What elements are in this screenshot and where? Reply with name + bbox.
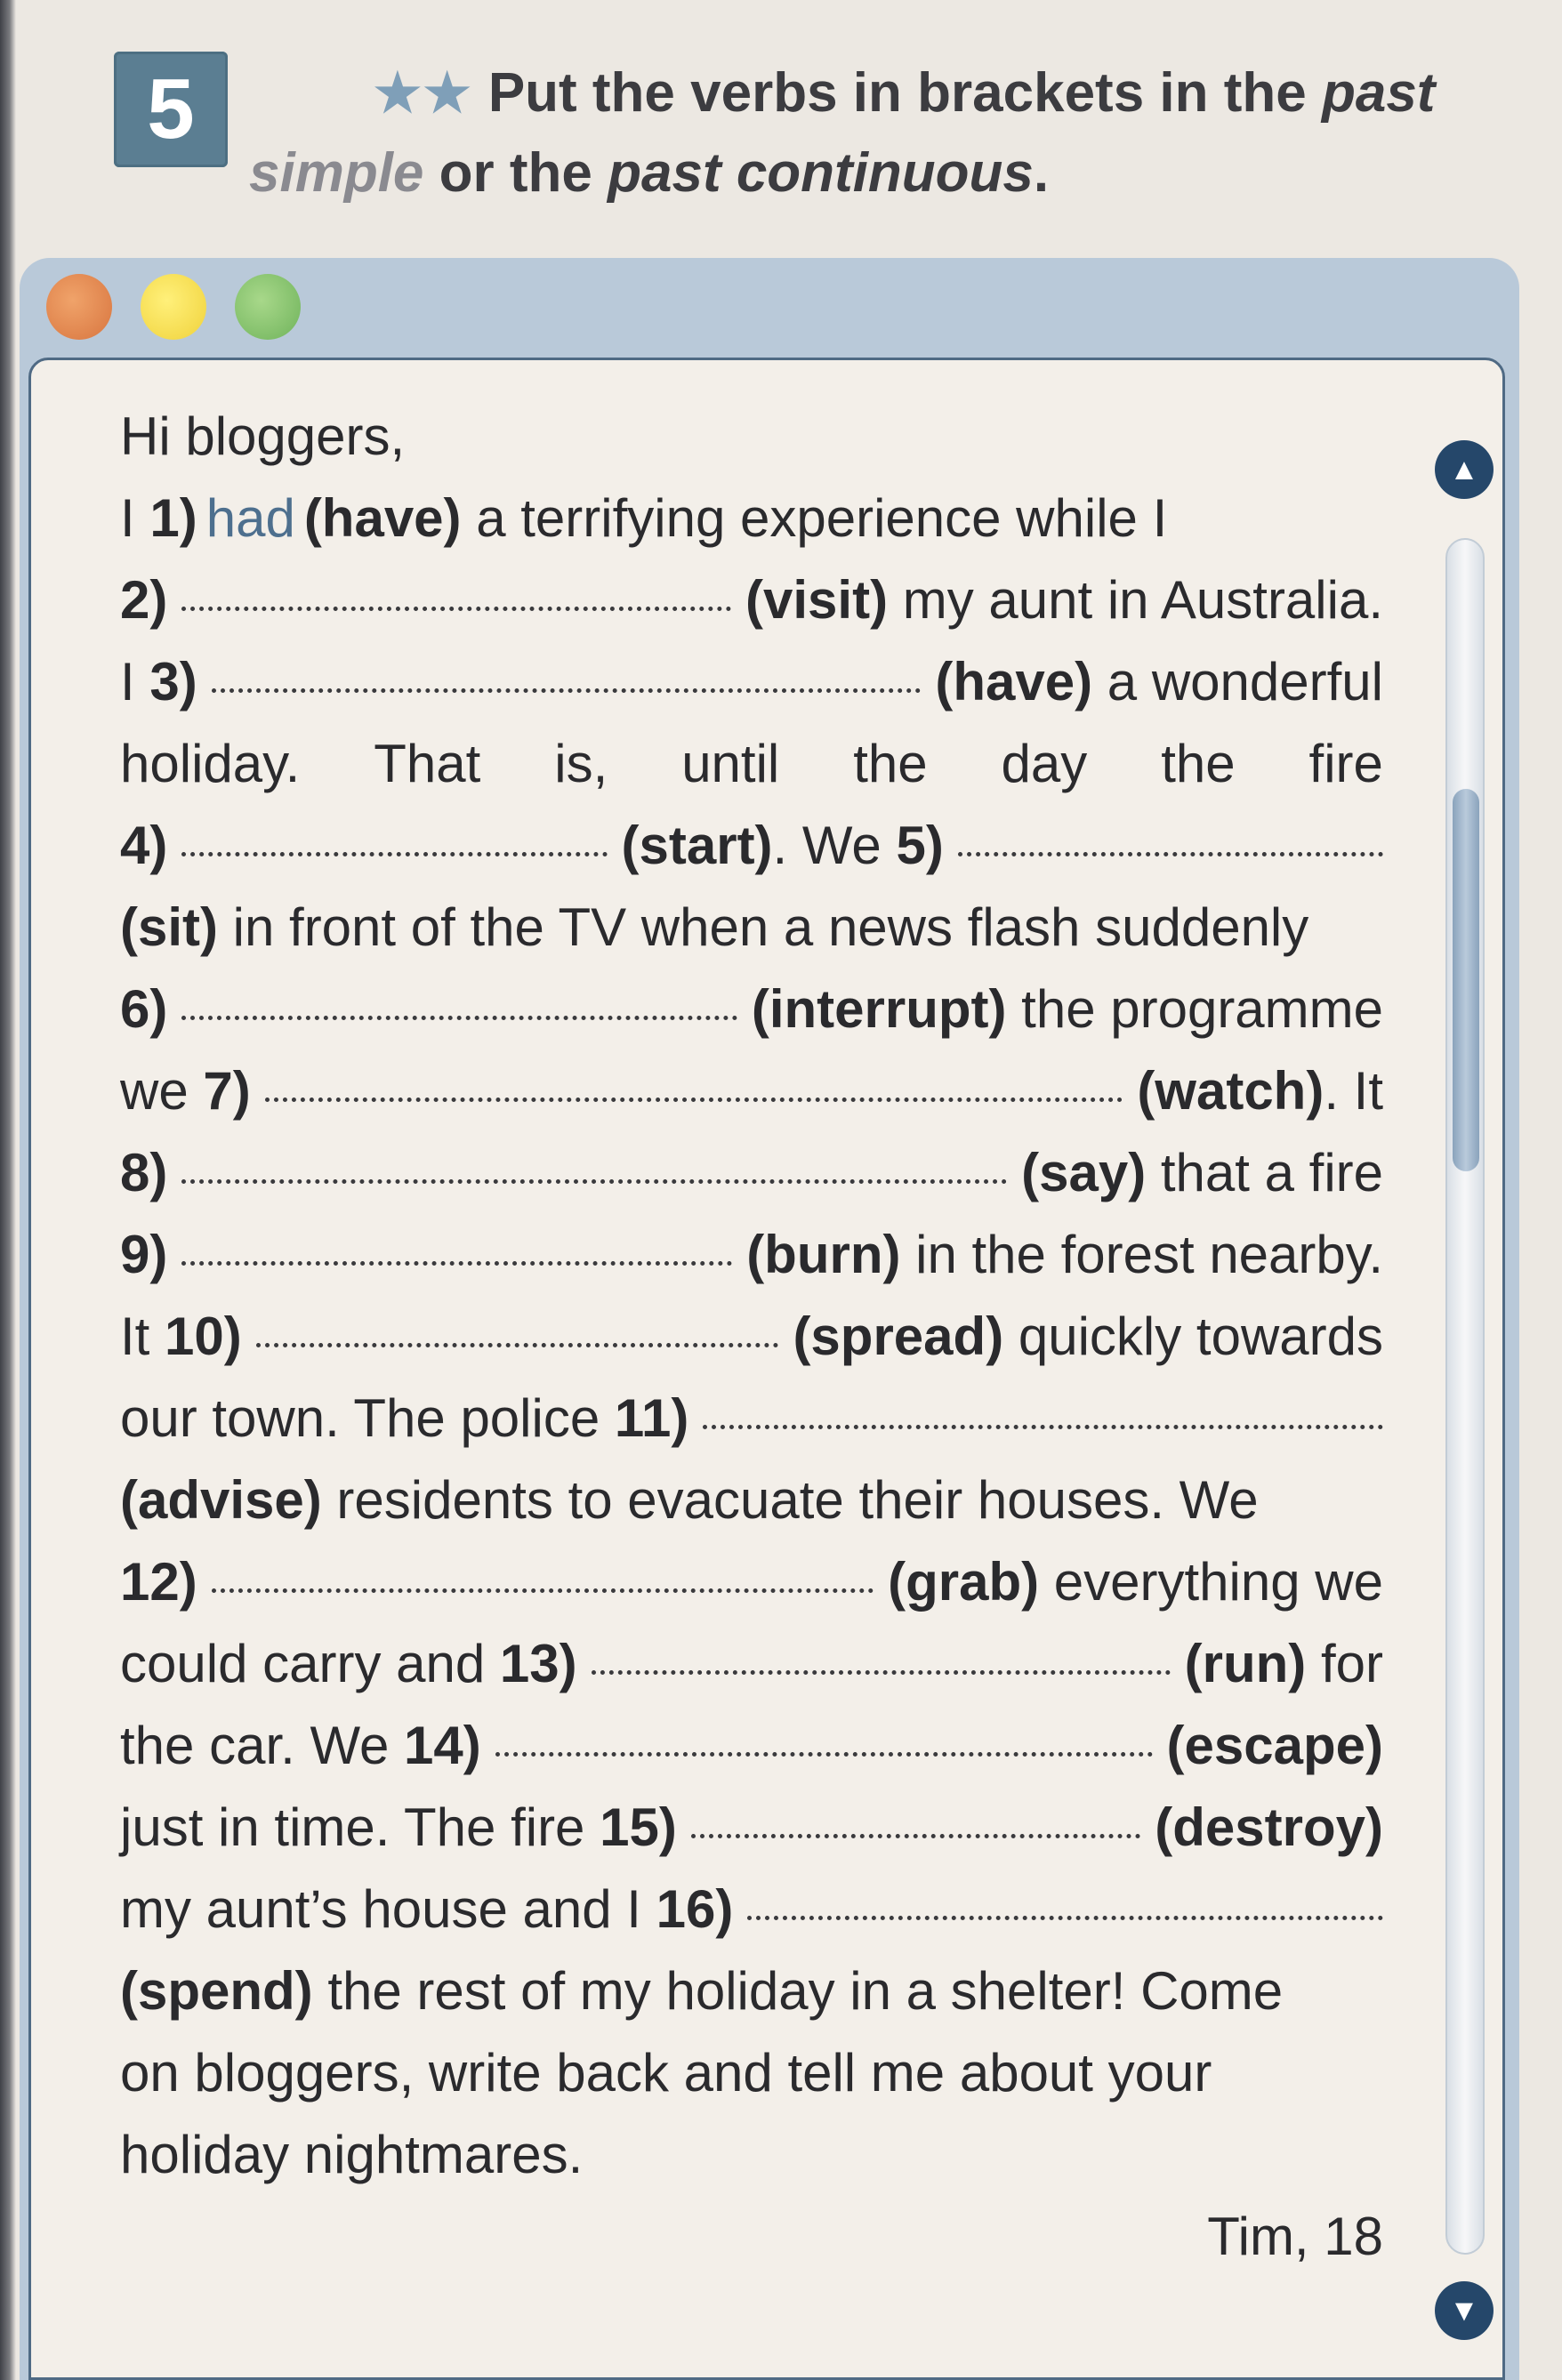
verb-prompt: (start) [621,816,773,875]
text: in front of the TV when a news flash suddenly [217,897,1309,957]
text-line [120,1541,1383,1623]
gap-number: 11) [614,1388,689,1448]
exercise-instruction [249,53,1494,213]
gap-number: 14) [404,1716,481,1775]
text-line [120,1787,1383,1869]
verb-prompt: (advise) [120,1470,322,1530]
instruction-text: simple [249,142,424,204]
window-controls [46,258,301,356]
greeting: Hi bloggers, [120,406,406,466]
verb-prompt: (burn) [746,1225,901,1284]
text-line: on bloggers, write back and tell me about your [120,2043,1212,2103]
minimize-dot-icon[interactable] [141,274,206,340]
answer-blank[interactable] [212,1588,874,1593]
gap-number: 13) [499,1634,577,1693]
verb-prompt: (have) [303,488,462,548]
instruction-text: Put the verbs in brackets in the [487,62,1322,124]
gap-number: 10) [165,1307,242,1366]
blog-post-text [120,396,1383,2278]
text-line [120,1459,1383,1541]
text: . It [1324,1061,1383,1121]
answer-blank[interactable] [212,688,922,693]
text: we [120,1061,204,1121]
answer-blank[interactable] [592,1670,1171,1675]
text-line [120,559,1383,641]
answer-blank[interactable] [265,1098,1123,1102]
text-line [120,478,1383,559]
text: just in time. The fire [120,1797,600,1857]
text: could carry and [120,1634,500,1693]
answer-blank[interactable] [495,1752,1153,1757]
gap-number: 5) [896,816,944,875]
answer-blank[interactable] [747,1916,1383,1920]
answer-blank[interactable] [958,852,1383,856]
close-dot-icon[interactable] [46,274,112,340]
text: that a fire [1146,1143,1383,1202]
text-line [120,1214,1383,1296]
scroll-down-icon[interactable]: ▼ [1435,2281,1494,2340]
blog-post-content [28,358,1505,2380]
answer-blank[interactable] [256,1343,779,1347]
verb-prompt: (run) [1184,1634,1307,1693]
text: . We [772,816,897,875]
text-line [120,1132,1383,1214]
verb-prompt: (have) [935,652,1093,712]
verb-prompt: (watch) [1137,1061,1324,1121]
text: residents to evacuate their houses. We [321,1470,1259,1530]
gap-number: 1) [149,488,197,548]
verb-prompt: (escape) [1166,1716,1383,1775]
answer-blank[interactable] [181,1179,1007,1184]
gap-number: 16) [656,1879,734,1939]
text: quickly towards [1003,1307,1383,1366]
text-line [120,1869,1383,1950]
gap-number: 7) [203,1061,251,1121]
text: the rest of my holiday in a shelter! Come [312,1961,1284,2021]
answer-blank[interactable] [181,607,731,611]
exercise-header [114,44,1502,222]
blog-window [20,258,1519,2380]
answer-blank[interactable] [181,1016,737,1020]
verb-prompt: (visit) [745,570,889,630]
text: everything we [1039,1552,1383,1612]
text-line [120,805,1383,887]
gap-number: 8) [120,1143,168,1202]
answer-blank[interactable] [181,852,607,856]
text-line [120,1296,1383,1378]
verb-prompt: (sit) [120,897,218,957]
text: I [120,652,150,712]
text: the car. We [120,1716,405,1775]
text: day [1001,734,1088,793]
text-line [120,887,1383,969]
text: It [120,1307,165,1366]
verb-prompt: (grab) [888,1552,1040,1612]
answer-blank[interactable] [181,1261,732,1266]
page-spine-shadow [0,0,16,2380]
text-line [120,1623,1383,1705]
gap-number: 12) [120,1552,197,1612]
text: our town. The police [120,1388,615,1448]
example-answer: had [205,488,295,548]
scroll-thumb[interactable] [1453,789,1479,1171]
text: is, [554,734,608,793]
text: my aunt’s house and I [120,1879,656,1939]
verb-prompt: (spend) [120,1961,313,2021]
text: until [681,734,780,793]
scroll-track[interactable] [1445,538,1485,2255]
scrollbar[interactable] [1419,440,1499,2370]
text-line [120,1050,1383,1132]
scroll-up-icon[interactable]: ▲ [1435,440,1494,499]
answer-blank[interactable] [703,1425,1383,1429]
verb-prompt: (spread) [793,1307,1004,1366]
instruction-text: . [1033,142,1050,204]
verb-prompt: (say) [1021,1143,1147,1202]
text-line [120,723,1383,805]
text: in the forest nearby. [900,1225,1383,1284]
text: the [853,734,928,793]
text-line [120,641,1383,723]
gap-number: 3) [149,652,197,712]
text: a terrifying experience while I [461,488,1168,548]
exercise-number-badge: 5 [114,52,228,167]
difficulty-stars-icon: ★★ [374,63,473,123]
text-line: holiday nightmares. [120,2125,584,2184]
text-line [120,1705,1383,1787]
gap-number: 4) [120,816,168,875]
answer-blank[interactable] [691,1834,1140,1838]
text: for [1306,1634,1383,1693]
text: a wonderful [1092,652,1383,712]
text: fire [1308,734,1383,793]
gap-number: 6) [120,979,168,1039]
gap-number: 15) [600,1797,677,1857]
verb-prompt: (destroy) [1155,1797,1383,1857]
gap-number: 2) [120,570,168,630]
text-line [120,1950,1383,2032]
text-line [120,1378,1383,1459]
maximize-dot-icon[interactable] [235,274,301,340]
text-line [120,969,1383,1050]
verb-prompt: (interrupt) [751,979,1007,1039]
text: the [1161,734,1236,793]
instruction-text: past [1321,62,1436,124]
text: the programme [1006,979,1383,1039]
text: my aunt in Australia. [888,570,1383,630]
instruction-text: past continuous [608,142,1034,204]
signature: Tim, 18 [1207,2207,1383,2266]
instruction-text: or the [423,142,608,204]
text: That [374,734,481,793]
text: holiday. [120,734,301,793]
gap-number: 9) [120,1225,168,1284]
text: I [120,488,150,548]
